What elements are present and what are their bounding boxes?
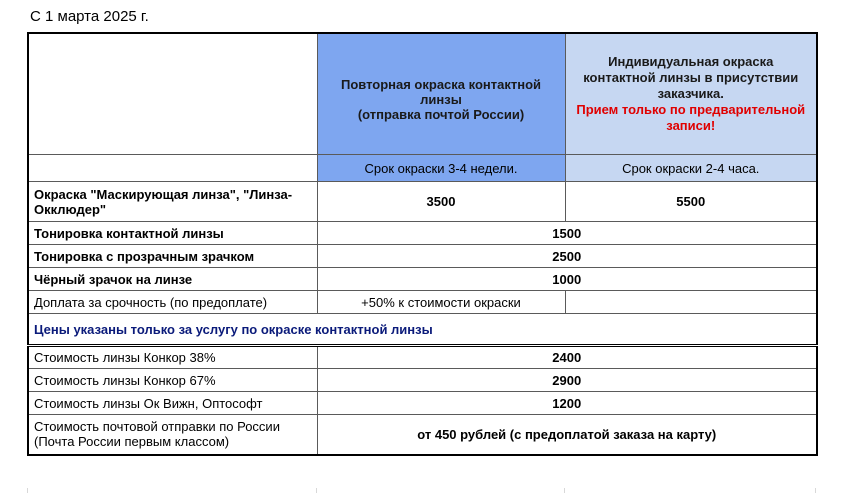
row-price: 2500: [317, 245, 817, 268]
term-row: [28, 155, 817, 182]
header-empty-cell: [28, 33, 317, 155]
grid-line: [316, 488, 317, 493]
row-label: Тонировка контактной линзы: [28, 222, 317, 245]
table-row: [28, 268, 817, 291]
grid-line: [564, 488, 565, 493]
row-label: Доплата за срочность (по предоплате): [28, 291, 317, 314]
table-row: [28, 415, 817, 455]
term-individual: Срок окраски 2-4 часа.: [565, 155, 817, 182]
term-remote: Срок окраски 3-4 недели.: [317, 155, 565, 182]
lens-price: 2400: [317, 346, 817, 369]
header-individual-title: Индивидуальная окраска контактной линзы в присутствии заказчика.: [583, 54, 799, 101]
header-remote-coloring: [317, 33, 565, 155]
header-appointment-note: Прием только по предварительной записи!: [576, 102, 806, 133]
table-row: [28, 222, 817, 245]
lens-price: 2900: [317, 369, 817, 392]
table-row: [28, 346, 817, 369]
price-table: [27, 32, 818, 456]
note-row: [28, 314, 817, 346]
row-empty-cell: [565, 291, 817, 314]
price-note: Цены указаны только за услугу по окраске контактной линзы: [28, 314, 817, 346]
row-price: 1000: [317, 268, 817, 291]
row-surcharge: +50% к стоимости окраски: [317, 291, 565, 314]
lens-label: Стоимость линзы Конкор 38%: [28, 346, 317, 369]
header-row: [28, 33, 817, 155]
table-row: [28, 392, 817, 415]
row-label: Чёрный зрачок на линзе: [28, 268, 317, 291]
term-empty-cell: [28, 155, 317, 182]
grid-line: [815, 488, 816, 493]
table-row: [28, 245, 817, 268]
row-price-individual: 5500: [565, 182, 817, 222]
effective-date: С 1 марта 2025 г.: [30, 8, 149, 25]
header-remote-title: Повторная окраска контактной линзы (отправка почтой России): [340, 76, 542, 122]
row-price: 1500: [317, 222, 817, 245]
lens-label: Стоимость линзы Конкор 67%: [28, 369, 317, 392]
lens-price: 1200: [317, 392, 817, 415]
table-row: [28, 182, 817, 222]
row-label: Окраска "Маскирующая линза", "Линза-Окклюдер": [28, 182, 317, 222]
lens-label: Стоимость почтовой отправки по России (Почта России первым классом): [28, 415, 317, 455]
lens-label: Стоимость линзы Ок Вижн, Оптософт: [28, 392, 317, 415]
table-row: [28, 369, 817, 392]
header-individual-coloring: [565, 33, 817, 155]
grid-line: [27, 488, 28, 493]
table-row: [28, 291, 817, 314]
shipping-price: от 450 рублей (с предоплатой заказа на карту): [317, 415, 817, 455]
row-label: Тонировка с прозрачным зрачком: [28, 245, 317, 268]
row-price-remote: 3500: [317, 182, 565, 222]
